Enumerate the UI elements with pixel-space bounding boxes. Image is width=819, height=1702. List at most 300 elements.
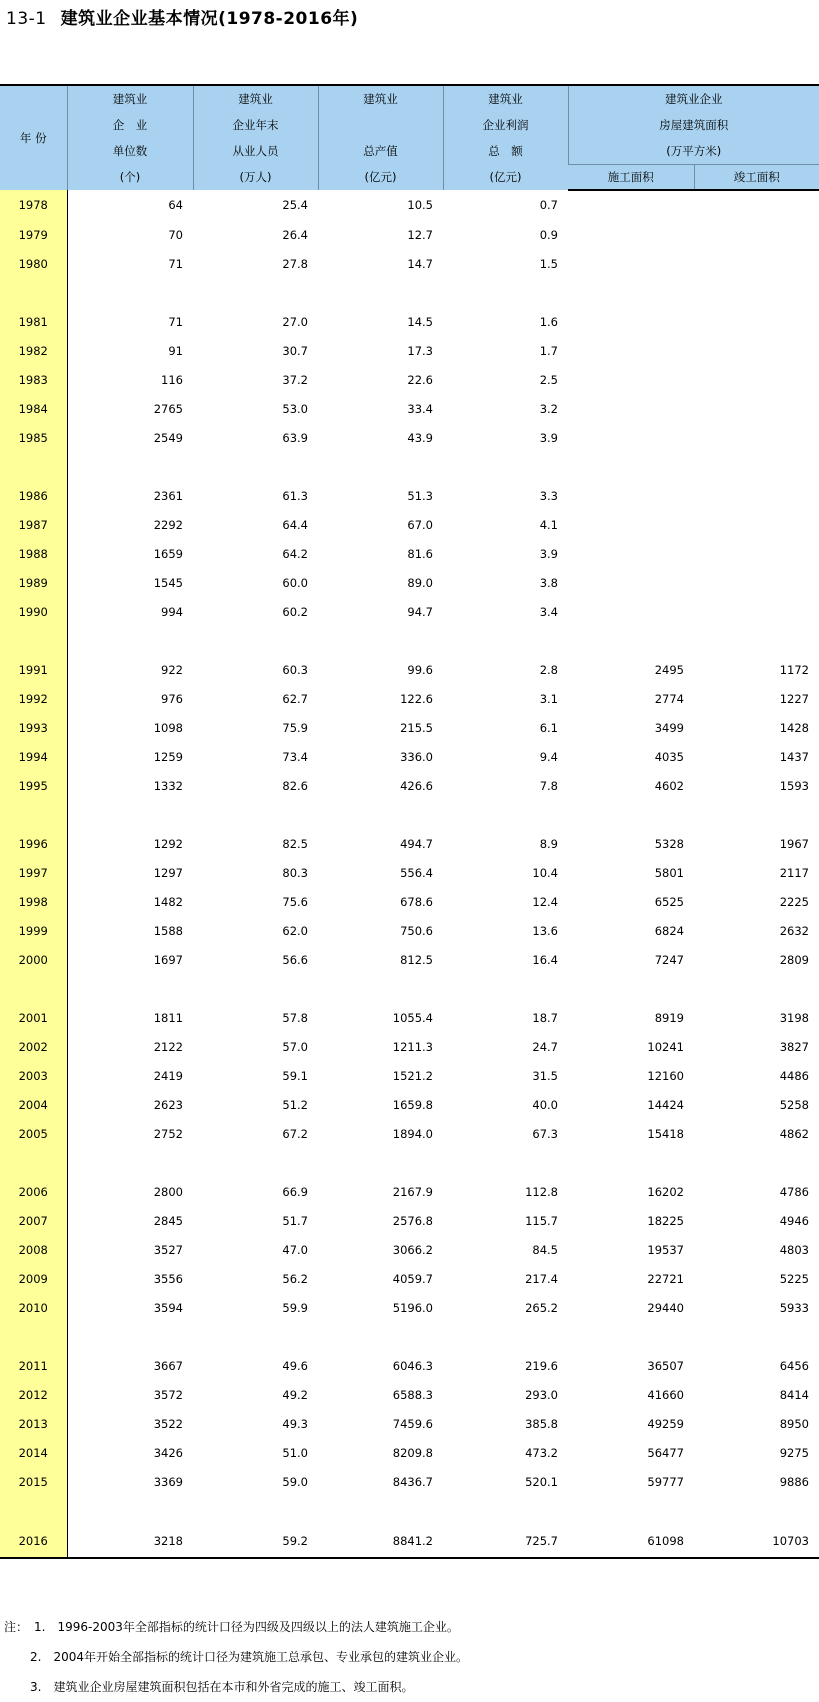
output-cell: 94.7 xyxy=(407,604,433,619)
profit-cell: 2.5 xyxy=(539,372,558,387)
table-row xyxy=(0,597,819,626)
construction-area-cell: 6824 xyxy=(654,923,684,938)
employees-cell: 49.2 xyxy=(282,1387,308,1402)
year-cell: 1986 xyxy=(0,481,67,510)
spacer-cell xyxy=(694,626,819,655)
header-units: 建筑业 企 业 单位数 (个) xyxy=(67,85,193,190)
completed-area-cell: 2632 xyxy=(779,923,809,938)
table-row xyxy=(0,481,819,510)
spacer-cell xyxy=(318,452,443,481)
employees-cell: 57.8 xyxy=(282,1010,308,1025)
spacer-cell xyxy=(694,1148,819,1177)
spacer-cell xyxy=(0,452,67,481)
completed-area-cell: 4946 xyxy=(779,1213,809,1228)
construction-area-cell xyxy=(568,249,694,278)
year-cell: 1989 xyxy=(0,568,67,597)
table-row xyxy=(0,1177,819,1206)
completed-area-cell xyxy=(694,568,819,597)
construction-area-cell xyxy=(568,336,694,365)
units-cell: 2122 xyxy=(153,1039,183,1054)
profit-cell: 385.8 xyxy=(525,1416,558,1431)
units-cell: 1482 xyxy=(153,894,183,909)
table-row xyxy=(0,336,819,365)
construction-area-cell: 10241 xyxy=(647,1039,684,1054)
table-row xyxy=(0,1438,819,1467)
year-cell: 1993 xyxy=(0,713,67,742)
year-cell: 2015 xyxy=(0,1467,67,1496)
year-cell: 2008 xyxy=(0,1235,67,1264)
output-cell: 4059.7 xyxy=(392,1271,433,1286)
table-row xyxy=(0,510,819,539)
year-cell: 1991 xyxy=(0,655,67,684)
table-row xyxy=(0,1061,819,1090)
spacer-row xyxy=(0,1496,819,1525)
completed-area-cell xyxy=(694,249,819,278)
completed-area-cell: 5258 xyxy=(779,1097,809,1112)
table-row xyxy=(0,1090,819,1119)
profit-cell: 473.2 xyxy=(525,1445,558,1460)
spacer-cell xyxy=(443,452,568,481)
header-employees: 建筑业 企业年末 从业人员 (万人) xyxy=(193,85,318,190)
profit-cell: 3.2 xyxy=(539,401,558,416)
year-cell: 2016 xyxy=(0,1525,67,1558)
employees-cell: 63.9 xyxy=(282,430,308,445)
units-cell: 3667 xyxy=(153,1358,183,1373)
employees-cell: 49.6 xyxy=(282,1358,308,1373)
table-row xyxy=(0,423,819,452)
completed-area-cell: 8950 xyxy=(779,1416,809,1431)
year-cell: 2004 xyxy=(0,1090,67,1119)
construction-area-cell: 49259 xyxy=(647,1416,684,1431)
spacer-cell xyxy=(568,800,694,829)
spacer-cell xyxy=(318,1496,443,1525)
output-cell: 215.5 xyxy=(400,720,433,735)
table-row xyxy=(0,307,819,336)
profit-cell: 725.7 xyxy=(443,1525,568,1558)
profit-cell: 40.0 xyxy=(532,1097,558,1112)
year-cell: 1997 xyxy=(0,858,67,887)
spacer-cell xyxy=(443,1496,568,1525)
completed-area-cell: 1172 xyxy=(779,662,809,677)
table-row xyxy=(0,713,819,742)
spacer-row xyxy=(0,278,819,307)
spacer-cell xyxy=(67,800,193,829)
construction-area-cell: 36507 xyxy=(647,1358,684,1373)
output-cell: 1211.3 xyxy=(392,1039,433,1054)
spacer-cell xyxy=(193,278,318,307)
profit-cell: 520.1 xyxy=(525,1474,558,1489)
units-cell: 3556 xyxy=(153,1271,183,1286)
table-row xyxy=(0,568,819,597)
completed-area-cell: 4486 xyxy=(779,1068,809,1083)
page-title xyxy=(6,4,358,29)
employees-cell: 75.9 xyxy=(282,720,308,735)
spacer-cell xyxy=(193,1322,318,1351)
output-cell: 5196.0 xyxy=(392,1300,433,1315)
table-row xyxy=(0,365,819,394)
completed-area-cell xyxy=(694,365,819,394)
profit-cell: 67.3 xyxy=(532,1126,558,1141)
spacer-cell xyxy=(0,626,67,655)
footnote-1: 注： 1. 1996-2003年全部指标的统计口径为四级及四级以上的法人建筑施工企业。 xyxy=(4,1620,459,1634)
profit-cell: 84.5 xyxy=(532,1242,558,1257)
employees-cell: 59.2 xyxy=(193,1525,318,1558)
table-row xyxy=(0,684,819,713)
units-cell: 3594 xyxy=(153,1300,183,1315)
spacer-cell xyxy=(443,626,568,655)
profit-cell: 293.0 xyxy=(525,1387,558,1402)
output-cell: 1521.2 xyxy=(392,1068,433,1083)
spacer-cell xyxy=(568,452,694,481)
units-cell: 922 xyxy=(161,662,183,677)
employees-cell: 66.9 xyxy=(282,1184,308,1199)
table-row xyxy=(0,394,819,423)
profit-cell: 112.8 xyxy=(525,1184,558,1199)
completed-area-cell: 6456 xyxy=(779,1358,809,1373)
units-cell: 2419 xyxy=(153,1068,183,1083)
spacer-cell xyxy=(568,626,694,655)
employees-cell: 56.6 xyxy=(282,952,308,967)
construction-area-cell xyxy=(568,481,694,510)
year-cell: 2002 xyxy=(0,1032,67,1061)
completed-area-cell: 3198 xyxy=(779,1010,809,1025)
completed-area-cell xyxy=(694,481,819,510)
employees-cell: 51.7 xyxy=(282,1213,308,1228)
units-cell: 1659 xyxy=(153,546,183,561)
completed-area-cell xyxy=(694,307,819,336)
employees-cell: 37.2 xyxy=(282,372,308,387)
construction-area-cell: 8919 xyxy=(654,1010,684,1025)
table-number: 13-1 xyxy=(6,9,47,29)
spacer-cell xyxy=(193,1148,318,1177)
spacer-cell xyxy=(0,974,67,1003)
employees-cell: 25.4 xyxy=(282,198,308,212)
spacer-cell xyxy=(568,1148,694,1177)
year-cell: 1992 xyxy=(0,684,67,713)
table-row xyxy=(0,1003,819,1032)
construction-area-cell xyxy=(568,220,694,249)
units-cell: 2765 xyxy=(153,401,183,416)
spacer-cell xyxy=(318,974,443,1003)
profit-cell: 3.8 xyxy=(539,575,558,590)
header-profit: 建筑业 企业利润 总 额 (亿元) xyxy=(443,85,568,190)
completed-area-cell: 8414 xyxy=(779,1387,809,1402)
output-cell: 8209.8 xyxy=(392,1445,433,1460)
output-cell: 494.7 xyxy=(400,836,433,851)
year-cell: 2013 xyxy=(0,1409,67,1438)
table-row xyxy=(0,1206,819,1235)
spacer-cell xyxy=(67,974,193,1003)
employees-cell: 60.3 xyxy=(282,662,308,677)
table-row xyxy=(0,190,819,220)
spacer-cell xyxy=(67,452,193,481)
employees-cell: 59.9 xyxy=(282,1300,308,1315)
header-year: 年 份 xyxy=(0,85,67,190)
spacer-cell xyxy=(694,1496,819,1525)
profit-cell: 3.9 xyxy=(539,546,558,561)
output-cell: 17.3 xyxy=(407,343,433,358)
spacer-cell xyxy=(318,1148,443,1177)
header-floor-area-group: 建筑业企业 房屋建筑面积 (万平方米) xyxy=(568,85,819,165)
year-cell: 1979 xyxy=(0,220,67,249)
output-cell: 10.5 xyxy=(407,198,433,212)
employees-cell: 53.0 xyxy=(282,401,308,416)
units-cell: 2800 xyxy=(153,1184,183,1199)
output-cell: 678.6 xyxy=(400,894,433,909)
completed-area-cell: 4786 xyxy=(779,1184,809,1199)
spacer-cell xyxy=(0,278,67,307)
profit-cell: 2.8 xyxy=(539,662,558,677)
spacer-cell xyxy=(568,1496,694,1525)
units-cell: 1098 xyxy=(153,720,183,735)
spacer-row xyxy=(0,974,819,1003)
output-cell: 8841.2 xyxy=(318,1525,443,1558)
year-cell: 1982 xyxy=(0,336,67,365)
units-cell: 1332 xyxy=(153,778,183,793)
employees-cell: 27.0 xyxy=(282,314,308,329)
employees-cell: 30.7 xyxy=(282,343,308,358)
spacer-cell xyxy=(443,1148,568,1177)
units-cell: 71 xyxy=(168,256,183,271)
completed-area-cell: 3827 xyxy=(779,1039,809,1054)
employees-cell: 80.3 xyxy=(282,865,308,880)
year-cell: 1996 xyxy=(0,829,67,858)
table-row xyxy=(0,655,819,684)
units-cell: 1545 xyxy=(153,575,183,590)
employees-cell: 51.0 xyxy=(282,1445,308,1460)
construction-area-cell: 19537 xyxy=(647,1242,684,1257)
profit-cell: 1.6 xyxy=(539,314,558,329)
profit-cell: 31.5 xyxy=(532,1068,558,1083)
construction-area-cell: 22721 xyxy=(647,1271,684,1286)
profit-cell: 115.7 xyxy=(525,1213,558,1228)
units-cell: 3572 xyxy=(153,1387,183,1402)
spacer-cell xyxy=(67,626,193,655)
table-row xyxy=(0,1351,819,1380)
spacer-cell xyxy=(318,1322,443,1351)
construction-area-cell xyxy=(568,190,694,220)
spacer-cell xyxy=(694,800,819,829)
employees-cell: 60.2 xyxy=(282,604,308,619)
completed-area-cell xyxy=(694,597,819,626)
profit-cell: 7.8 xyxy=(539,778,558,793)
employees-cell: 73.4 xyxy=(282,749,308,764)
spacer-cell xyxy=(193,800,318,829)
employees-cell: 60.0 xyxy=(282,575,308,590)
completed-area-cell: 10703 xyxy=(694,1525,819,1558)
spacer-row xyxy=(0,626,819,655)
spacer-cell xyxy=(443,278,568,307)
table-row xyxy=(0,1119,819,1148)
table-row xyxy=(0,916,819,945)
table-row xyxy=(0,1264,819,1293)
profit-cell: 9.4 xyxy=(539,749,558,764)
output-cell: 1055.4 xyxy=(392,1010,433,1025)
spacer-cell xyxy=(568,278,694,307)
units-cell: 3527 xyxy=(153,1242,183,1257)
construction-area-cell xyxy=(568,307,694,336)
employees-cell: 62.0 xyxy=(282,923,308,938)
units-cell: 2752 xyxy=(153,1126,183,1141)
output-cell: 122.6 xyxy=(400,691,433,706)
spacer-cell xyxy=(193,626,318,655)
spacer-cell xyxy=(67,278,193,307)
year-cell: 1987 xyxy=(0,510,67,539)
table-row xyxy=(0,1467,819,1496)
year-cell: 2011 xyxy=(0,1351,67,1380)
completed-area-cell: 1437 xyxy=(779,749,809,764)
output-cell: 43.9 xyxy=(407,430,433,445)
table-row xyxy=(0,1235,819,1264)
construction-area-cell: 7247 xyxy=(654,952,684,967)
construction-area-cell: 2495 xyxy=(654,662,684,677)
profit-cell: 1.7 xyxy=(539,343,558,358)
output-cell: 336.0 xyxy=(400,749,433,764)
spacer-cell xyxy=(193,452,318,481)
profit-cell: 1.5 xyxy=(539,256,558,271)
units-cell: 1588 xyxy=(153,923,183,938)
units-cell: 1292 xyxy=(153,836,183,851)
footnotes xyxy=(4,1612,468,1702)
construction-area-cell: 5328 xyxy=(654,836,684,851)
profit-cell: 8.9 xyxy=(539,836,558,851)
completed-area-cell xyxy=(694,423,819,452)
construction-area-cell: 18225 xyxy=(647,1213,684,1228)
employees-cell: 82.5 xyxy=(282,836,308,851)
output-cell: 81.6 xyxy=(407,546,433,561)
output-cell: 14.7 xyxy=(407,256,433,271)
completed-area-cell: 1593 xyxy=(779,778,809,793)
employees-cell: 59.1 xyxy=(282,1068,308,1083)
spacer-cell xyxy=(318,800,443,829)
year-cell: 2005 xyxy=(0,1119,67,1148)
units-cell: 3369 xyxy=(153,1474,183,1489)
spacer-cell xyxy=(67,1322,193,1351)
construction-area-cell xyxy=(568,510,694,539)
year-cell: 2001 xyxy=(0,1003,67,1032)
spacer-row xyxy=(0,1148,819,1177)
spacer-cell xyxy=(443,1322,568,1351)
table-row xyxy=(0,1409,819,1438)
output-cell: 6588.3 xyxy=(392,1387,433,1402)
employees-cell: 56.2 xyxy=(282,1271,308,1286)
employees-cell: 49.3 xyxy=(282,1416,308,1431)
completed-area-cell: 2117 xyxy=(779,865,809,880)
header-construction-area: 施工面积 xyxy=(568,165,694,191)
units-cell: 91 xyxy=(168,343,183,358)
construction-area-cell xyxy=(568,539,694,568)
completed-area-cell: 9886 xyxy=(779,1474,809,1489)
output-cell: 51.3 xyxy=(407,488,433,503)
construction-area-cell: 59777 xyxy=(647,1474,684,1489)
profit-cell: 3.9 xyxy=(539,430,558,445)
units-cell: 1697 xyxy=(153,952,183,967)
output-cell: 426.6 xyxy=(400,778,433,793)
spacer-cell xyxy=(0,800,67,829)
profit-cell: 3.3 xyxy=(539,488,558,503)
construction-area-cell: 2774 xyxy=(654,691,684,706)
units-cell: 70 xyxy=(168,227,183,242)
spacer-cell xyxy=(443,974,568,1003)
employees-cell: 26.4 xyxy=(282,227,308,242)
construction-area-cell: 3499 xyxy=(654,720,684,735)
construction-area-cell: 4035 xyxy=(654,749,684,764)
construction-area-cell: 4602 xyxy=(654,778,684,793)
completed-area-cell xyxy=(694,510,819,539)
table-row xyxy=(0,1380,819,1409)
year-cell: 2014 xyxy=(0,1438,67,1467)
completed-area-cell xyxy=(694,336,819,365)
units-cell: 71 xyxy=(168,314,183,329)
units-cell: 3218 xyxy=(67,1525,193,1558)
units-cell: 1297 xyxy=(153,865,183,880)
profit-cell: 3.1 xyxy=(539,691,558,706)
spacer-cell xyxy=(0,1496,67,1525)
table-body xyxy=(0,190,819,1558)
table-row xyxy=(0,1032,819,1061)
table-row xyxy=(0,742,819,771)
profit-cell: 16.4 xyxy=(532,952,558,967)
units-cell: 1259 xyxy=(153,749,183,764)
construction-area-cell xyxy=(568,423,694,452)
output-cell: 1659.8 xyxy=(392,1097,433,1112)
year-cell: 2006 xyxy=(0,1177,67,1206)
spacer-cell xyxy=(694,278,819,307)
header-output: 建筑业 总产值 (亿元) xyxy=(318,85,443,190)
construction-area-cell xyxy=(568,597,694,626)
output-cell: 99.6 xyxy=(407,662,433,677)
data-table xyxy=(0,84,819,1559)
employees-cell: 67.2 xyxy=(282,1126,308,1141)
year-cell: 1999 xyxy=(0,916,67,945)
units-cell: 116 xyxy=(161,372,183,387)
employees-cell: 47.0 xyxy=(282,1242,308,1257)
output-cell: 22.6 xyxy=(407,372,433,387)
year-cell: 1978 xyxy=(0,190,67,220)
construction-area-cell: 12160 xyxy=(647,1068,684,1083)
completed-area-cell: 9275 xyxy=(779,1445,809,1460)
year-cell: 1998 xyxy=(0,887,67,916)
year-cell: 1984 xyxy=(0,394,67,423)
completed-area-cell xyxy=(694,539,819,568)
completed-area-cell: 1227 xyxy=(779,691,809,706)
employees-cell: 61.3 xyxy=(282,488,308,503)
profit-cell: 13.6 xyxy=(532,923,558,938)
employees-cell: 82.6 xyxy=(282,778,308,793)
profit-cell: 265.2 xyxy=(525,1300,558,1315)
units-cell: 2549 xyxy=(153,430,183,445)
table-header xyxy=(0,85,819,190)
spacer-cell xyxy=(0,1148,67,1177)
year-cell: 1980 xyxy=(0,249,67,278)
profit-cell: 12.4 xyxy=(532,894,558,909)
units-cell: 2623 xyxy=(153,1097,183,1112)
construction-area-cell: 29440 xyxy=(647,1300,684,1315)
table-row xyxy=(0,887,819,916)
units-cell: 2845 xyxy=(153,1213,183,1228)
spacer-cell xyxy=(67,1148,193,1177)
year-cell: 1985 xyxy=(0,423,67,452)
year-cell: 1988 xyxy=(0,539,67,568)
output-cell: 67.0 xyxy=(407,517,433,532)
construction-area-cell: 15418 xyxy=(647,1126,684,1141)
units-cell: 2361 xyxy=(153,488,183,503)
spacer-cell xyxy=(193,974,318,1003)
output-cell: 7459.6 xyxy=(392,1416,433,1431)
year-cell: 2003 xyxy=(0,1061,67,1090)
year-cell: 1981 xyxy=(0,307,67,336)
year-cell: 1995 xyxy=(0,771,67,800)
